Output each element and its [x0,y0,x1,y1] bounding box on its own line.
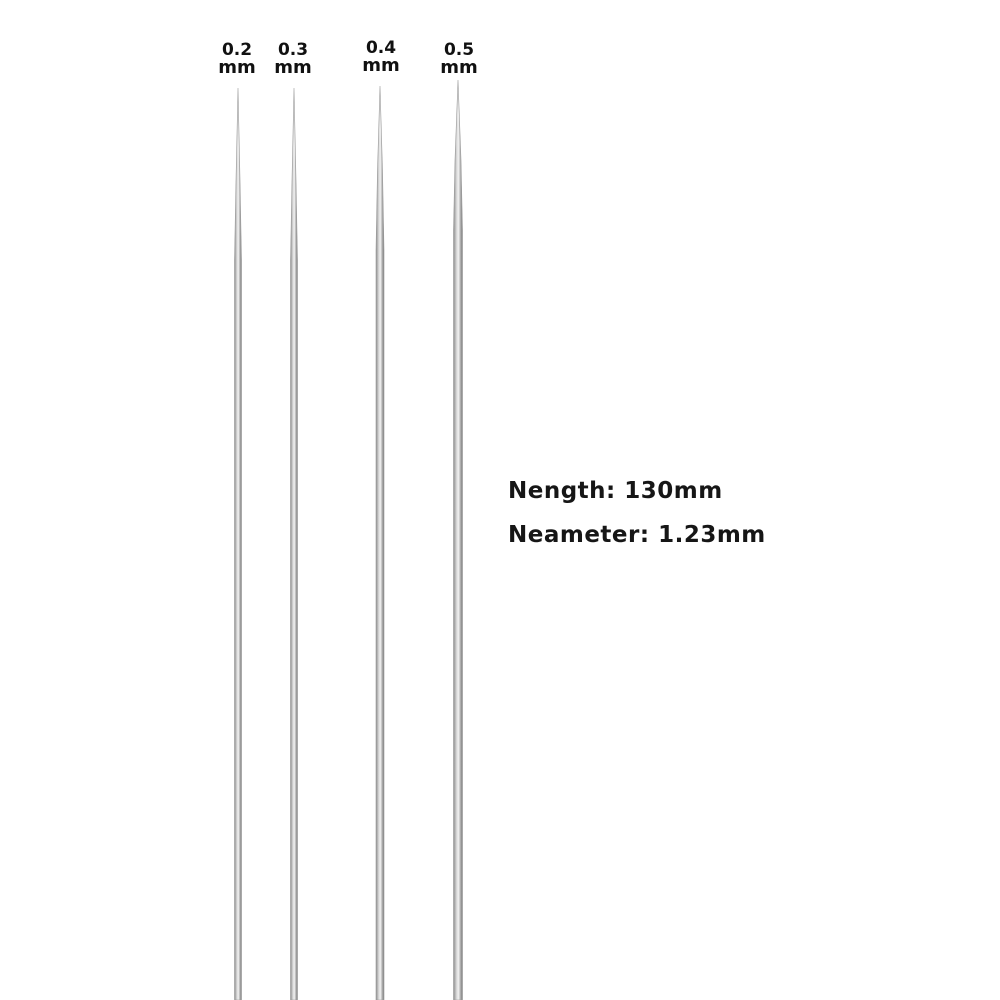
needle-size: 0.4 [365,38,397,58]
needle-unit: mm [440,57,478,78]
needle-unit: mm [274,57,312,78]
needle-0-3 [291,88,298,1000]
needle-0-2 [235,88,242,1000]
needle-0-4 [376,86,384,1000]
needle-size: 0.5 [443,40,475,60]
needle-size: 0.3 [277,40,309,60]
length-spec: Nength: 130mm [508,478,723,504]
diameter-spec: Neameter: 1.23mm [508,522,766,548]
needle-unit: mm [218,57,256,78]
needle-size: 0.2 [221,40,253,60]
needle-0-5 [454,80,463,1000]
needle-unit: mm [362,55,400,76]
